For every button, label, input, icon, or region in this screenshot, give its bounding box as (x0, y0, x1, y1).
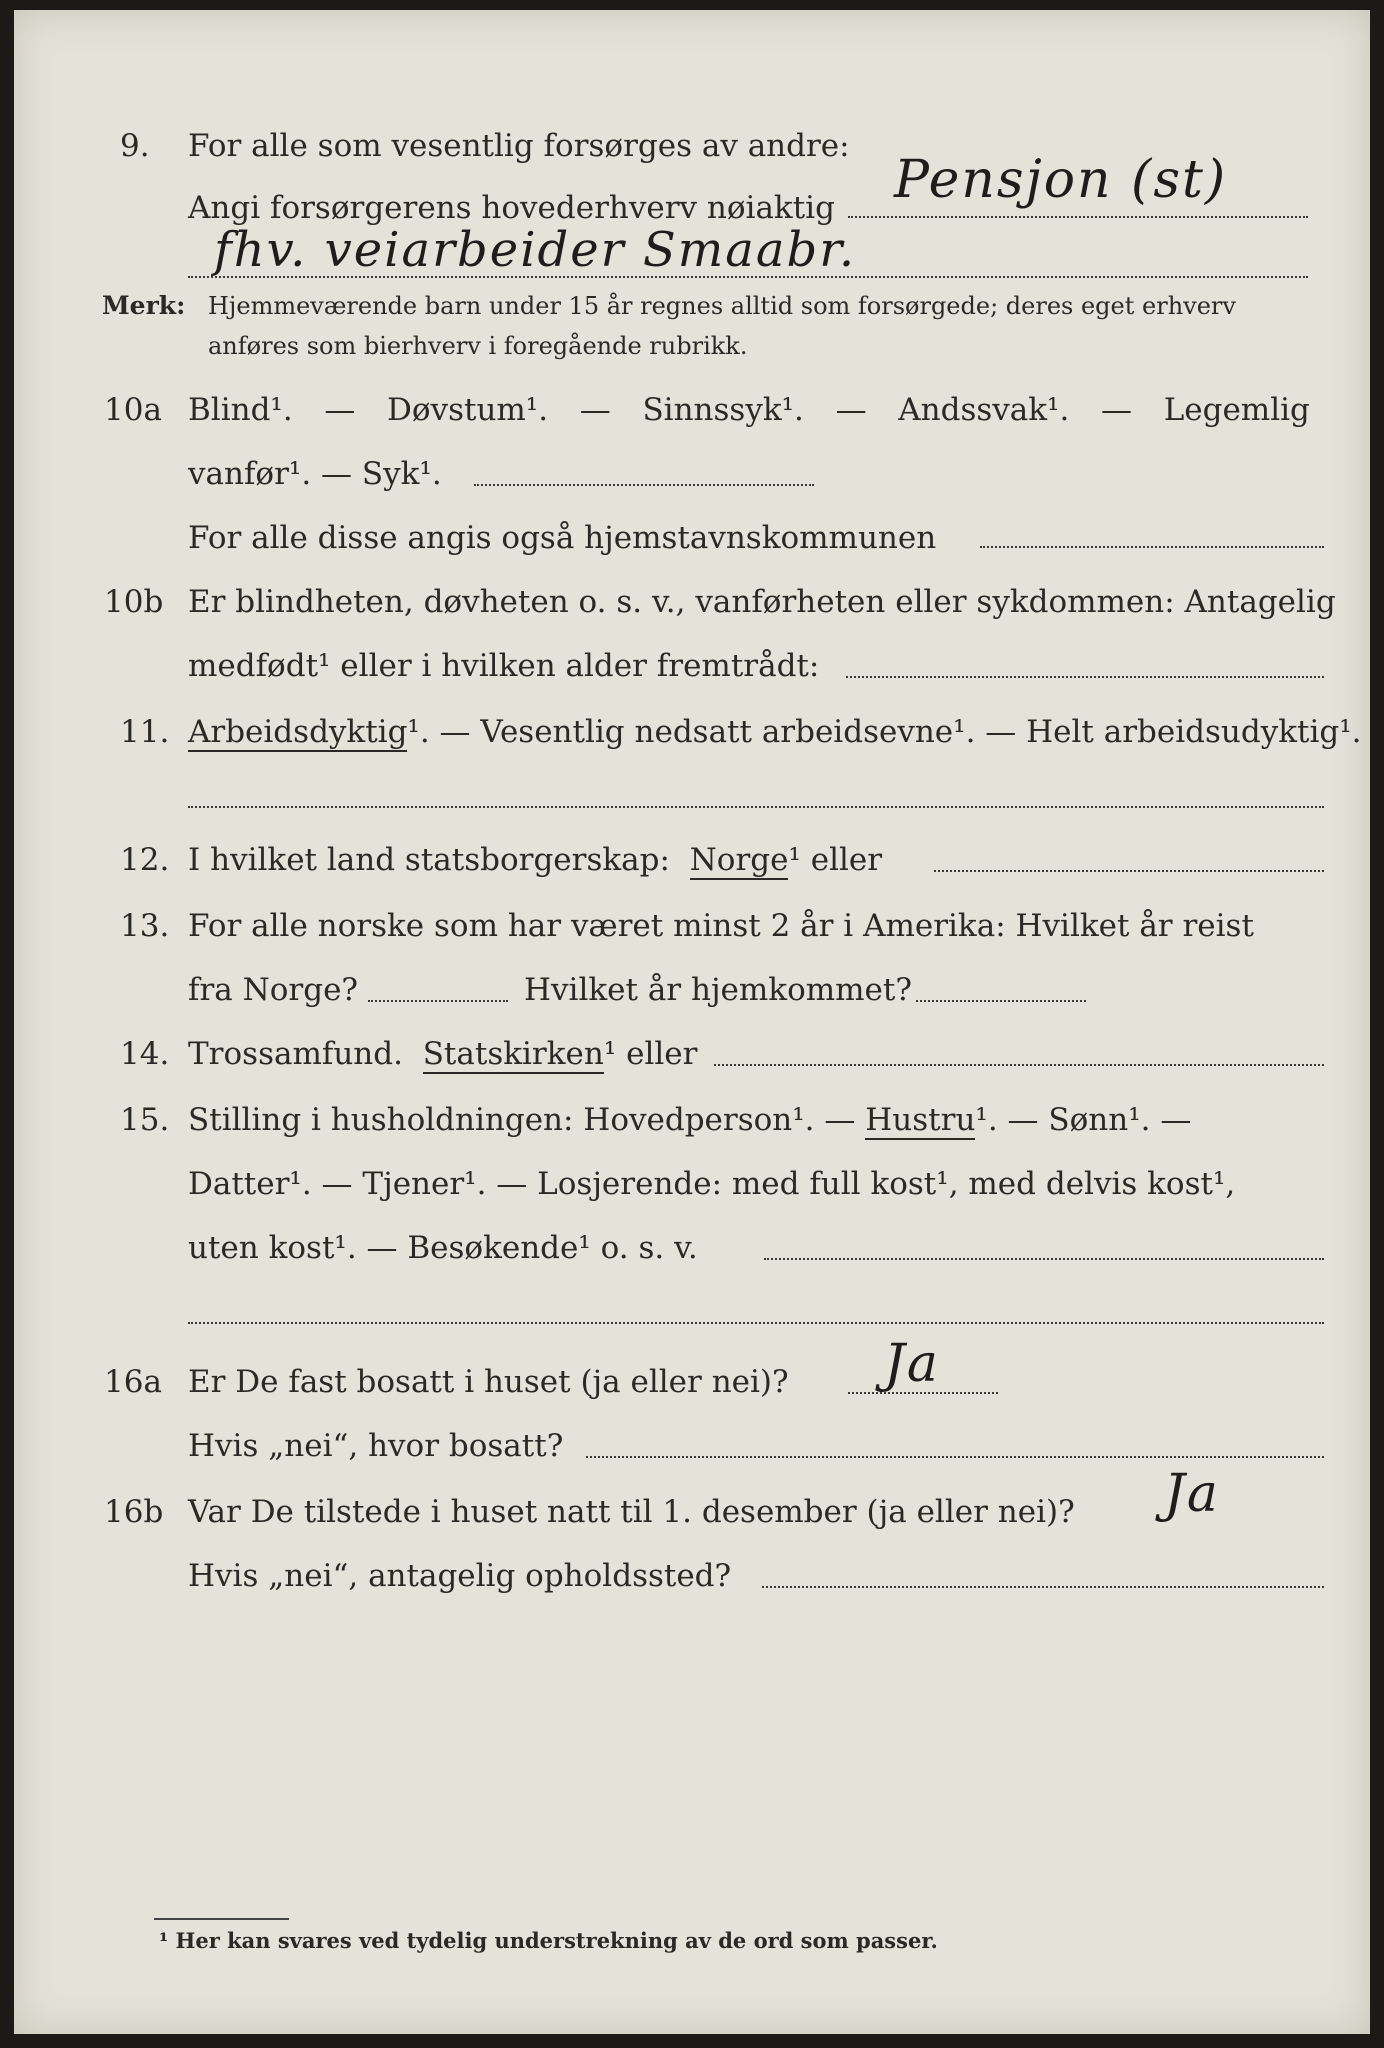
q10b-number: 10b (104, 584, 164, 620)
q10a-options (188, 382, 1310, 438)
q10b-line1 (14, 574, 1370, 630)
q15-line1 (14, 1092, 1370, 1148)
q10b-answer-line (846, 676, 1324, 678)
dash: — (835, 392, 867, 428)
q13-line1 (14, 898, 1370, 954)
q12-answer-line (934, 870, 1324, 872)
q15-answer-line-2 (188, 1322, 1324, 1324)
q16a-text-2: Hvis „nei“, hvor bosatt? (188, 1428, 564, 1464)
q15-line2 (14, 1156, 1370, 1212)
q13-line2 (14, 962, 1370, 1018)
opt-blind: Blind¹. (188, 392, 293, 428)
q16a-number: 16a (104, 1364, 162, 1400)
q10a-line3 (14, 510, 1370, 566)
q12-number: 12. (120, 842, 170, 878)
q13-text-1: For alle norske som har været minst 2 år i Amerika: Hvilket år reist (188, 908, 1254, 944)
q16a-place-line (586, 1456, 1324, 1458)
q15-underlined-option: Hustru (865, 1102, 976, 1138)
q16b-place-line (762, 1586, 1324, 1588)
q9-number: 9. (120, 128, 150, 164)
q11-answer-line (188, 806, 1324, 808)
opt-dovstum: Døvstum¹. (387, 392, 549, 428)
q15-text-3: uten kost¹. — Besøkende¹ o. s. v. (188, 1230, 698, 1266)
q9-handwritten-answer: Pensjon (st) (894, 150, 1228, 210)
q10b-text-1: Er blindheten, døvheten o. s. v., vanførheten eller sykdommen: Antagelig (188, 584, 1336, 620)
q13-left-line (368, 1000, 508, 1002)
q14-line (14, 1026, 1370, 1082)
q16a-text-1: Er De fast bosatt i huset (ja eller nei)? (188, 1364, 789, 1400)
census-form-page (14, 10, 1370, 2034)
opt-sinnssyk: Sinnssyk¹. (642, 392, 804, 428)
q10a-line1 (14, 382, 1370, 438)
q12-underlined-option: Norge (689, 842, 789, 878)
q15-line3 (14, 1220, 1370, 1276)
q10a-number: 10a (104, 392, 162, 428)
q11-number: 11. (120, 714, 170, 750)
merk-text-1: Hjemmeværende barn under 15 år regnes alltid som forsørgede; deres eget erhverv (208, 292, 1236, 320)
q15-text-2: Datter¹. — Tjener¹. — Losjerende: med full kost¹, med delvis kost¹, (188, 1166, 1236, 1202)
q13-text-2a: fra Norge? (188, 972, 359, 1008)
footnote-rule (154, 1918, 289, 1920)
q10a-text-2: vanfør¹. — Syk¹. (188, 456, 442, 492)
dash: — (579, 392, 611, 428)
q10a-line2 (14, 446, 1370, 502)
q10a-home-line (980, 546, 1324, 548)
q9-handwritten-answer-2: fhv. veiarbeider Smaabr. (214, 222, 857, 278)
q9-answer-line (848, 216, 1308, 218)
dash: — (324, 392, 356, 428)
q15-text-1: Stilling i husholdningen: Hovedperson¹. — Hustru¹. — Sønn¹. — (188, 1102, 1192, 1138)
q12-line (14, 832, 1370, 888)
q14-answer-line (714, 1064, 1324, 1066)
q10a-answer-line (474, 484, 814, 486)
q13-text-2b: Hvilket år hjemkommet? (524, 972, 912, 1008)
merk-line2 (14, 326, 1370, 366)
dash: — (1101, 392, 1133, 428)
q9-question-2: Angi forsørgerens hovederhverv nøiaktig (188, 190, 835, 226)
q16b-text-1: Var De tilstede i huset natt til 1. desember (ja eller nei)? (188, 1494, 1075, 1530)
footnote: ¹ Her kan svares ved tydelig understrekning av de ord som passer. (159, 1928, 938, 1953)
q14-number: 14. (120, 1036, 170, 1072)
q14-underlined-option: Statskirken (422, 1036, 604, 1072)
q13-number: 13. (120, 908, 170, 944)
q15-answer-line (764, 1258, 1324, 1260)
merk-text-2: anføres som bierhverv i foregående rubrikk. (208, 332, 748, 360)
q16a-handwritten-answer: Ja (884, 1334, 940, 1394)
q16a-line1 (14, 1354, 1370, 1410)
opt-legemlig: Legemlig (1163, 392, 1310, 428)
q13-right-line (916, 1000, 1086, 1002)
q12-text: I hvilket land statsborgerskap: Norge¹ eller (188, 842, 883, 878)
opt-andssvak: Andssvak¹. (898, 392, 1070, 428)
q11-line (14, 704, 1370, 760)
q9-question: For alle som vesentlig forsørges av andre: (188, 128, 850, 164)
q11-underlined-option: Arbeidsdyktig (188, 714, 408, 750)
q10b-text-2: medfødt¹ eller i hvilken alder fremtrådt: (188, 648, 820, 684)
q16b-handwritten-answer: Ja (1164, 1464, 1220, 1524)
q15-number: 15. (120, 1102, 170, 1138)
q16b-number: 16b (104, 1494, 164, 1530)
q11-options (188, 704, 1362, 760)
q14-text: Trossamfund. Statskirken¹ eller (188, 1036, 698, 1072)
q16b-text-2: Hvis „nei“, antagelig opholdssted? (188, 1558, 732, 1594)
q10b-line2 (14, 638, 1370, 694)
q10a-text-3: For alle disse angis også hjemstavnskommunen (188, 520, 937, 556)
merk-line1 (14, 286, 1370, 326)
merk-label: Merk: (102, 291, 186, 320)
q11-rest: ¹. — Vesentlig nedsatt arbeidsevne¹. — Helt arbeidsudyktig¹. (407, 714, 1362, 750)
q16b-line2 (14, 1548, 1370, 1604)
